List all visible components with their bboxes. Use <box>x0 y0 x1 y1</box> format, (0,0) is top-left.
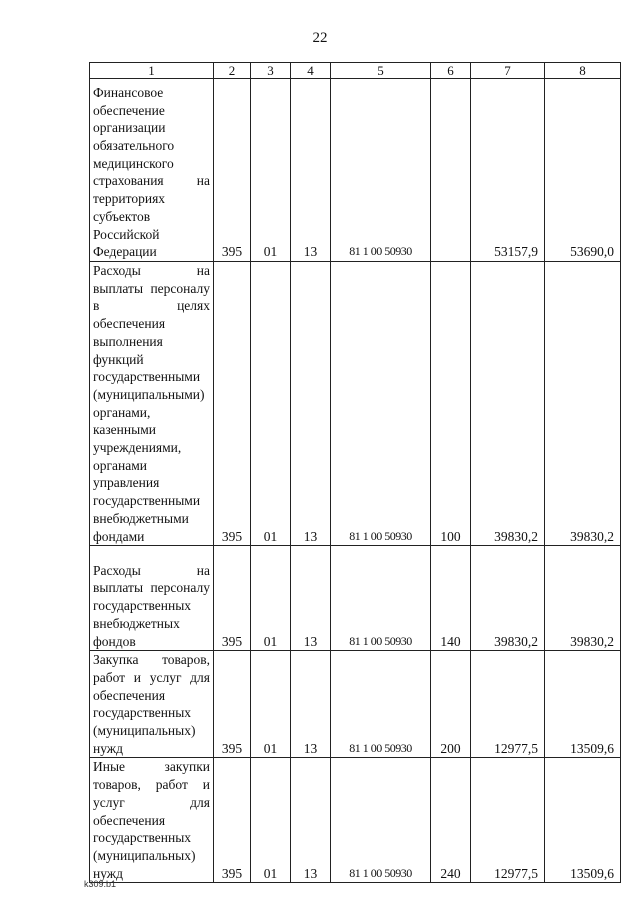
row-section-code: 01 <box>251 651 291 758</box>
row-expense-type <box>431 79 471 262</box>
row-subsection-code: 13 <box>291 546 331 651</box>
row-ministry-code: 395 <box>214 758 251 883</box>
footer-document-code: k309.b1 <box>84 879 117 889</box>
column-header-2: 2 <box>214 63 251 79</box>
row-subsection-code: 13 <box>291 79 331 262</box>
row-name: Финансовое обеспечение организации обязательного медицинского страхования на территориях субъектов Российской Федерации <box>90 79 214 262</box>
row-name: Расходы на выплаты персоналу в целях обеспечения выполнения функций государственными (муниципальными) органами, казенными учреждениями, органами управления государственными внебюджетными фондами <box>90 262 214 546</box>
row-amount-year-2: 13509,6 <box>545 651 621 758</box>
row-ministry-code: 395 <box>214 262 251 546</box>
row-name: Иные закупки товаров, работ и услуг для обеспечения государственных (муниципальных) нужд <box>90 758 214 883</box>
row-amount-year-1: 39830,2 <box>471 546 545 651</box>
row-section-code: 01 <box>251 546 291 651</box>
table-row <box>90 546 621 651</box>
row-amount-year-1: 12977,5 <box>471 651 545 758</box>
row-name: Закупка товаров, работ и услуг для обеспечения государственных (муниципальных) нужд <box>90 651 214 758</box>
row-subsection-code: 13 <box>291 758 331 883</box>
row-expense-type: 100 <box>431 262 471 546</box>
row-amount-year-1: 39830,2 <box>471 262 545 546</box>
row-section-code: 01 <box>251 79 291 262</box>
table-row <box>90 79 621 262</box>
column-header-5: 5 <box>331 63 431 79</box>
column-header-6: 6 <box>431 63 471 79</box>
row-amount-year-1: 12977,5 <box>471 758 545 883</box>
row-subsection-code: 13 <box>291 651 331 758</box>
table-row <box>90 651 621 758</box>
row-ministry-code: 395 <box>214 79 251 262</box>
column-header-7: 7 <box>471 63 545 79</box>
table-header-row <box>90 63 621 79</box>
page-number: 22 <box>312 30 328 46</box>
row-amount-year-2: 39830,2 <box>545 546 621 651</box>
row-amount-year-2: 39830,2 <box>545 262 621 546</box>
column-header-3: 3 <box>251 63 291 79</box>
row-expense-type: 200 <box>431 651 471 758</box>
column-header-1: 1 <box>90 63 214 79</box>
row-section-code: 01 <box>251 758 291 883</box>
row-target-article: 81 1 00 50930 <box>331 79 431 262</box>
row-name: Расходы на выплаты персоналу государственных внебюджетных фондов <box>90 546 214 651</box>
column-header-4: 4 <box>291 63 331 79</box>
row-target-article: 81 1 00 50930 <box>331 651 431 758</box>
table-row <box>90 262 621 546</box>
row-amount-year-1: 53157,9 <box>471 79 545 262</box>
row-expense-type: 140 <box>431 546 471 651</box>
row-expense-type: 240 <box>431 758 471 883</box>
row-target-article: 81 1 00 50930 <box>331 262 431 546</box>
row-amount-year-2: 13509,6 <box>545 758 621 883</box>
column-header-8: 8 <box>545 63 621 79</box>
row-section-code: 01 <box>251 262 291 546</box>
row-ministry-code: 395 <box>214 651 251 758</box>
table-row <box>90 758 621 883</box>
row-subsection-code: 13 <box>291 262 331 546</box>
row-ministry-code: 395 <box>214 546 251 651</box>
row-target-article: 81 1 00 50930 <box>331 758 431 883</box>
row-amount-year-2: 53690,0 <box>545 79 621 262</box>
budget-table <box>89 62 621 883</box>
row-target-article: 81 1 00 50930 <box>331 546 431 651</box>
